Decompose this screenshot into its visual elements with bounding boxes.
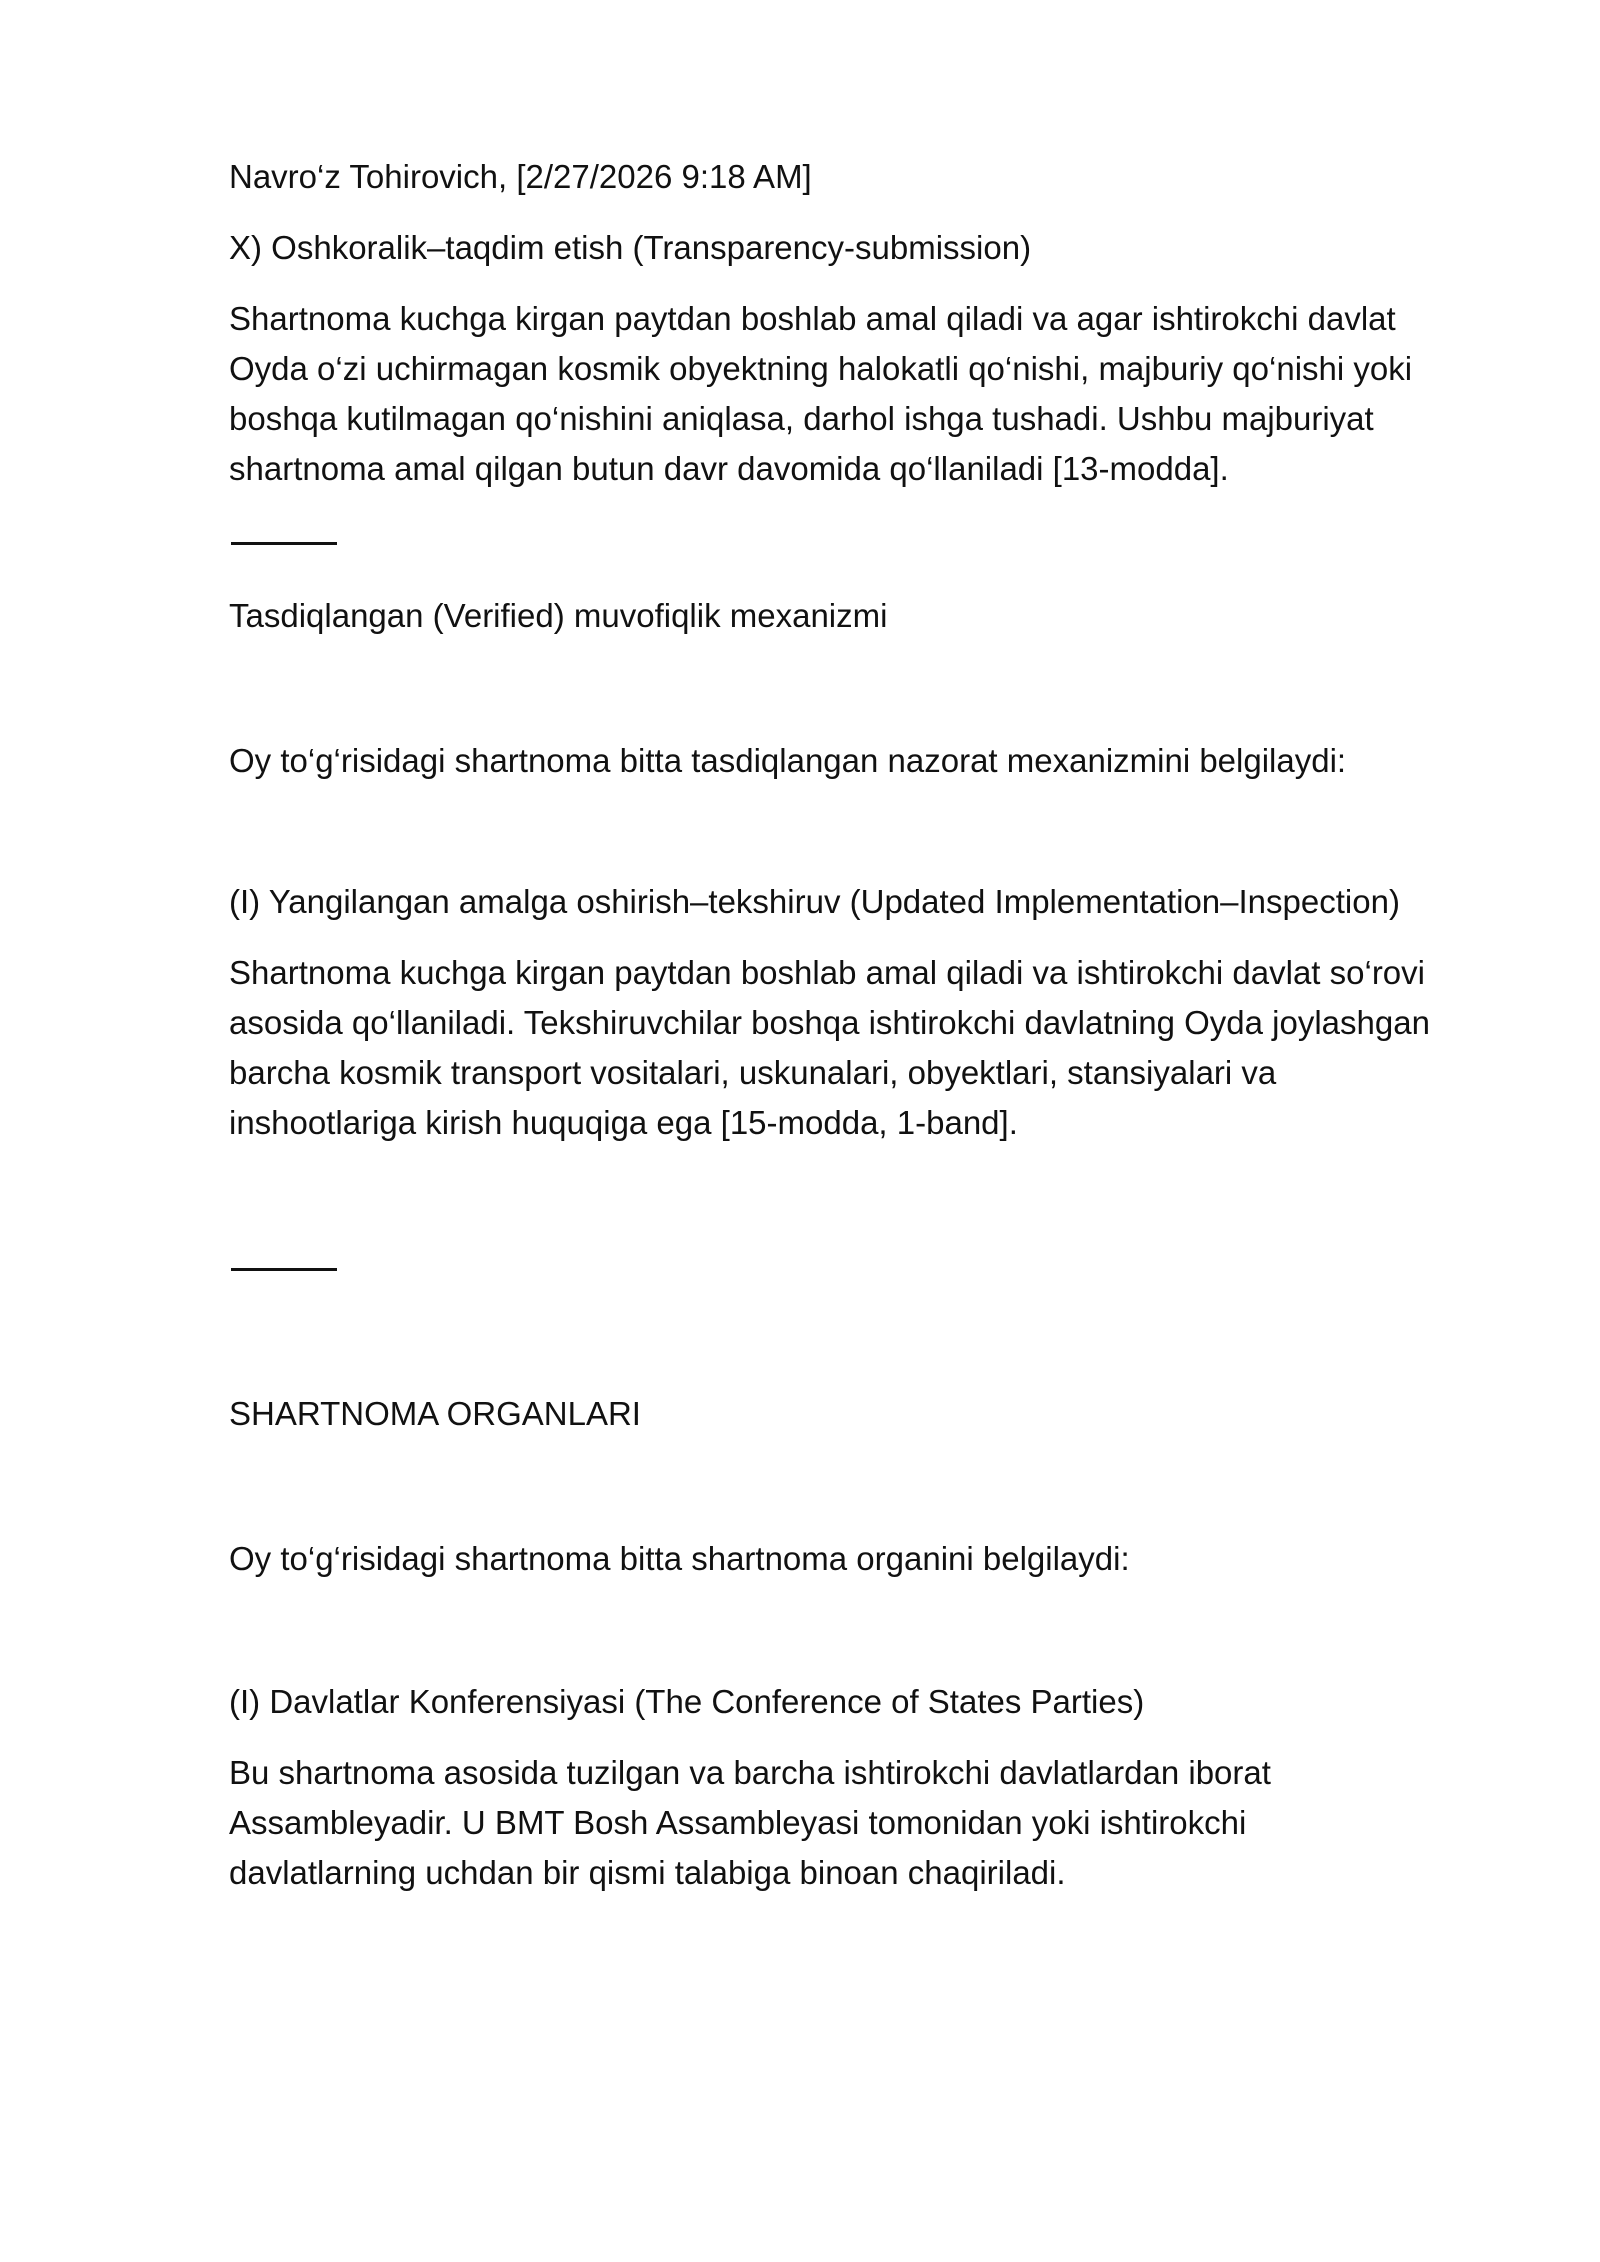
paragraph-line: shartnoma amal qilgan butun davr davomida qo‘llaniladi [13-modda]. — [229, 450, 1229, 487]
paragraph-line: boshqa kutilmagan qo‘nishini aniqlasa, darhol ishga tushadi. Ushbu majburiyat — [229, 400, 1374, 437]
verified-intro: Oy to‘g‘risidagi shartnoma bitta tasdiqlangan nazorat mexanizmini belgilaydi: — [229, 742, 1347, 779]
verified-item-heading: (I) Yangilangan amalga oshirish–tekshiruv (Updated Implementation–Inspection) — [229, 883, 1400, 920]
paragraph-line: davlatlarning uchdan bir qismi talabiga binoan chaqiriladi. — [229, 1854, 1066, 1891]
verified-item-paragraph — [229, 948, 1430, 1148]
author-timestamp-line: Navro‘z Tohirovich, [2/27/2026 9:18 AM] — [229, 158, 812, 195]
paragraph-line: asosida qo‘llaniladi. Tekshiruvchilar boshqa ishtirokchi davlatning Oyda joylashgan — [229, 1004, 1430, 1041]
paragraph-line: Oyda o‘zi uchirmagan kosmik obyektning halokatli qo‘nishi, majburiy qo‘nishi yoki — [229, 350, 1413, 387]
paragraph-line: Assambleyadir. U BMT Bosh Assambleyasi tomonidan yoki ishtirokchi — [229, 1804, 1247, 1841]
organs-section-title: SHARTNOMA ORGANLARI — [229, 1395, 641, 1432]
organs-item-heading: (I) Davlatlar Konferensiyasi (The Conference of States Parties) — [229, 1683, 1145, 1720]
paragraph-line: inshootlariga kirish huquqiga ega [15-modda, 1-band]. — [229, 1104, 1018, 1141]
verified-section-title: Tasdiqlangan (Verified) muvofiqlik mexanizmi — [229, 597, 888, 634]
organs-intro: Oy to‘g‘risidagi shartnoma bitta shartnoma organini belgilaydi: — [229, 1540, 1130, 1577]
paragraph-line: barcha kosmik transport vositalari, uskunalari, obyektlari, stansiyalari va — [229, 1054, 1277, 1091]
section-x-heading: X) Oshkoralik–taqdim etish (Transparency-submission) — [229, 229, 1032, 266]
paragraph-line: Bu shartnoma asosida tuzilgan va barcha ishtirokchi davlatlardan iborat — [229, 1754, 1271, 1791]
section-x-paragraph — [229, 294, 1412, 494]
paragraph-line: Shartnoma kuchga kirgan paytdan boshlab amal qiladi va ishtirokchi davlat so‘rovi — [229, 954, 1425, 991]
paragraph-line: Shartnoma kuchga kirgan paytdan boshlab amal qiladi va agar ishtirokchi davlat — [229, 300, 1396, 337]
separator-rule — [231, 1268, 337, 1271]
separator-rule — [231, 542, 337, 545]
organs-item-paragraph — [229, 1748, 1271, 1898]
